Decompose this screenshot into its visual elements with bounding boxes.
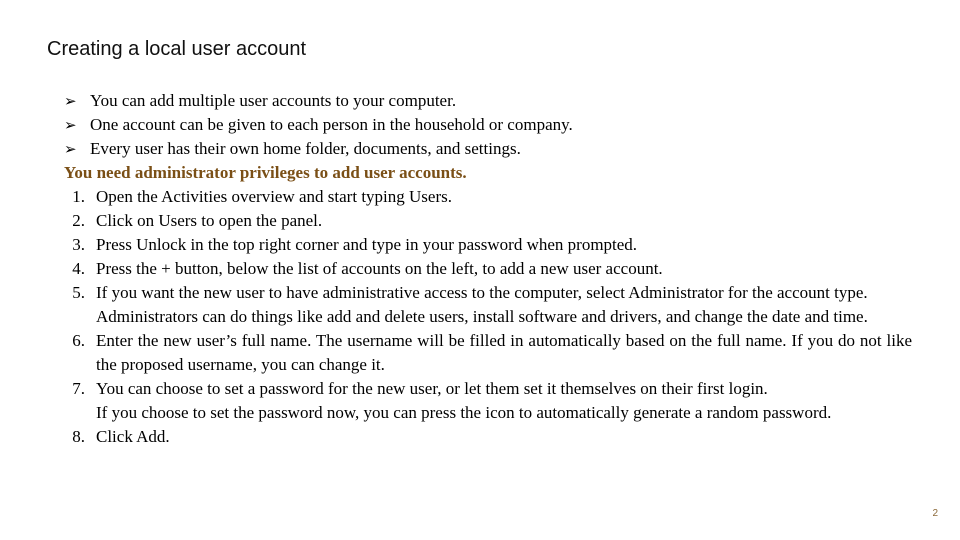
step-body (96, 329, 912, 377)
arrow-bullet-icon: ➢ (64, 92, 77, 110)
step-text: Press Unlock in the top right corner and type in your password when prompted. (96, 235, 638, 254)
step-item (64, 209, 912, 233)
bullet-item (64, 113, 912, 137)
bullet-text: One account can be given to each person in the household or company. (90, 115, 573, 134)
step-number: 7. (72, 379, 85, 398)
bullet-text: You can add multiple user accounts to your computer. (90, 91, 457, 110)
step-text: If you choose to set the password now, you can press the icon to automatically generate a random password. (96, 403, 832, 422)
step-number: 5. (72, 283, 85, 302)
step-body (96, 209, 912, 233)
step-number: 3. (72, 235, 85, 254)
step-text: You can choose to set a password for the new user, or let them set it themselves on their first login. (96, 379, 768, 398)
step-item (64, 257, 912, 281)
step-item (64, 377, 912, 425)
step-body (96, 185, 912, 209)
step-text: Click Add. (96, 427, 170, 446)
slide-title: Creating a local user account (47, 38, 307, 60)
step-number: 8. (72, 427, 85, 446)
step-text: If you want the new user to have administrative access to the computer, select Administrator for the account type. (96, 283, 868, 302)
arrow-bullet-icon: ➢ (64, 116, 77, 134)
bullet-list (64, 89, 912, 161)
page-number: 2 (932, 508, 938, 519)
admin-privileges-note: You need administrator privileges to add user accounts. (64, 163, 467, 182)
step-number: 4. (72, 259, 85, 278)
step-body (96, 257, 912, 281)
step-body (96, 281, 912, 329)
step-text: Enter the new user’s full name. The username will be filled in automatically based on the full name. If you do not like the proposed username, you can change it. (96, 331, 912, 374)
step-item (64, 281, 912, 329)
arrow-bullet-icon: ➢ (64, 140, 77, 158)
bullet-text: Every user has their own home folder, documents, and settings. (90, 139, 521, 158)
step-text: Administrators can do things like add and delete users, install software and drivers, and change the date and time. (96, 307, 868, 326)
step-number: 2. (72, 211, 85, 230)
bullet-item (64, 89, 912, 113)
step-number: 6. (72, 331, 85, 350)
step-item (64, 185, 912, 209)
step-body (96, 377, 912, 425)
slide-content (64, 89, 912, 449)
step-text: Click on Users to open the panel. (96, 211, 323, 230)
step-item (64, 329, 912, 377)
step-text: Open the Activities overview and start typing Users. (96, 187, 452, 206)
step-body (96, 233, 912, 257)
step-item (64, 425, 912, 449)
step-body (96, 425, 912, 449)
bullet-item (64, 137, 912, 161)
step-item (64, 233, 912, 257)
steps-list (64, 185, 912, 449)
step-text: Press the + button, below the list of accounts on the left, to add a new user account. (96, 259, 663, 278)
step-number: 1. (72, 187, 85, 206)
